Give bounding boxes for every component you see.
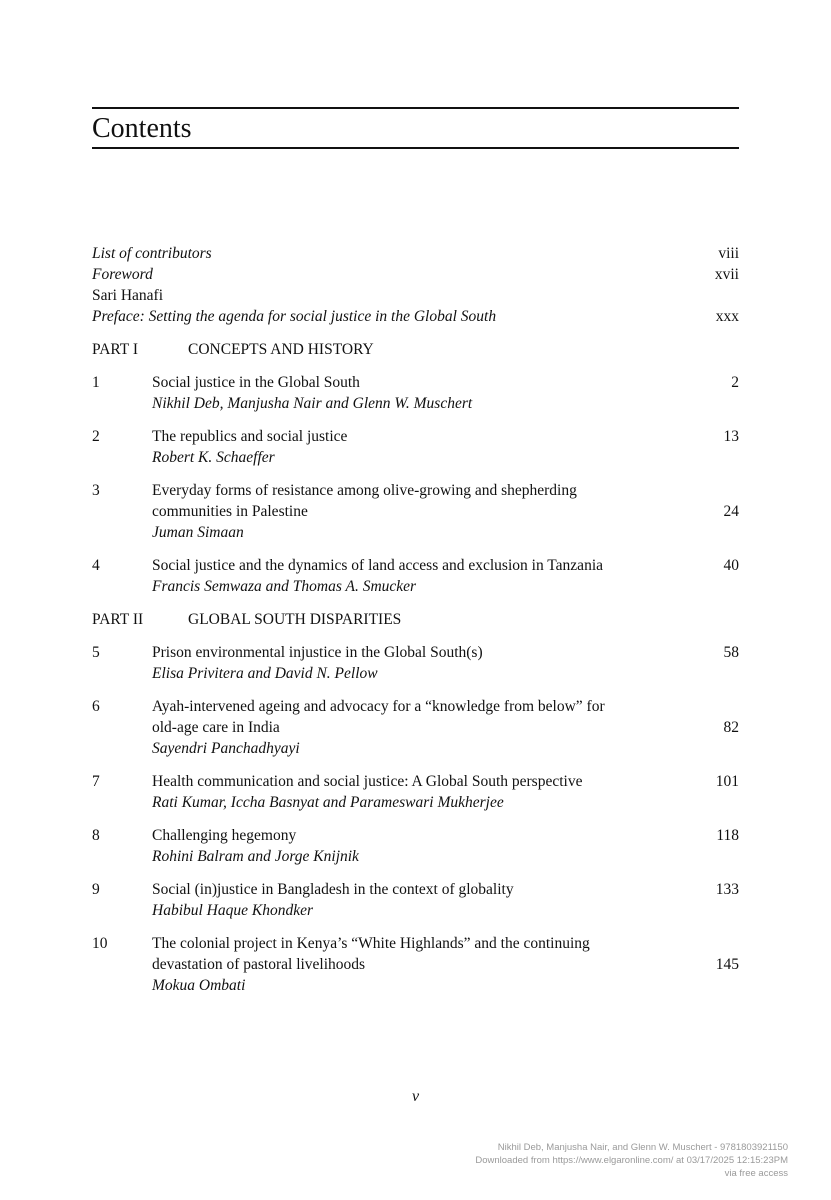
page-number: 58 [723, 644, 739, 661]
chapter-number: 2 [92, 428, 100, 445]
page-number: 145 [715, 956, 739, 973]
chapter-title-line: devastation of pastoral livelihoods [152, 956, 366, 973]
bottom-rule [92, 147, 739, 149]
chapter-entry[interactable] [92, 825, 739, 867]
table-of-contents [92, 243, 739, 996]
page-folio: v [411, 1088, 420, 1105]
page-number: 133 [715, 881, 739, 898]
top-rule [92, 107, 739, 109]
chapter-entry[interactable] [92, 771, 739, 813]
stamp-line: via free access [724, 1168, 788, 1179]
page-number: 40 [723, 557, 739, 574]
chapter-authors: Juman Simaan [152, 524, 244, 541]
page-title: Contents [92, 113, 192, 144]
page-number: 24 [723, 503, 739, 520]
chapter-entry[interactable] [92, 426, 739, 468]
chapter-title-line: old-age care in India [152, 719, 280, 736]
stamp-line: Nikhil Deb, Manjusha Nair, and Glenn W. Muschert - 9781803921150 [497, 1142, 788, 1153]
front-matter-entry[interactable] [92, 243, 739, 264]
chapter-number: 6 [92, 698, 100, 715]
chapter-body [152, 771, 685, 813]
page-number: xxx [715, 308, 739, 325]
chapter-title-line: The colonial project in Kenya’s “White Highlands” and the continuing [152, 935, 590, 952]
chapter-body [152, 933, 685, 996]
chapter-title-line: Social justice in the Global South [152, 374, 360, 391]
chapter-body [152, 642, 685, 684]
chapter-body [152, 696, 685, 759]
download-stamp [475, 1141, 788, 1180]
chapter-authors: Robert K. Schaeffer [152, 449, 275, 466]
chapter-title-line: Everyday forms of resistance among olive-growing and shepherding [152, 482, 577, 499]
chapter-number: 9 [92, 881, 100, 898]
front-matter-title: Preface: Setting the agenda for social justice in the Global South [92, 308, 497, 325]
chapter-authors: Mokua Ombati [152, 977, 246, 994]
chapter-entry[interactable] [92, 480, 739, 543]
chapter-authors: Francis Semwaza and Thomas A. Smucker [152, 578, 417, 595]
chapter-authors: Rohini Balram and Jorge Knijnik [152, 848, 359, 865]
chapter-number: 8 [92, 827, 100, 844]
chapter-title-line: Prison environmental injustice in the Global South(s) [152, 644, 483, 661]
part-label: PART II [92, 611, 144, 628]
chapter-number: 7 [92, 773, 100, 790]
chapter-number: 10 [92, 935, 108, 952]
page-number: viii [718, 245, 739, 262]
chapter-title-line: Challenging hegemony [152, 827, 297, 844]
chapter-entry[interactable] [92, 555, 739, 597]
part-title: CONCEPTS AND HISTORY [188, 341, 374, 358]
front-matter-title: Sari Hanafi [92, 287, 164, 304]
chapter-entry[interactable] [92, 879, 739, 921]
page-number: 13 [723, 428, 739, 445]
part-title: GLOBAL SOUTH DISPARITIES [188, 611, 402, 628]
chapter-title-line: communities in Palestine [152, 503, 308, 520]
page-number: 2 [731, 374, 739, 391]
chapter-authors: Rati Kumar, Iccha Basnyat and Parameswari Mukherjee [152, 794, 504, 811]
stamp-line: Downloaded from https://www.elgaronline.com/ at 03/17/2025 12:15:23PM [475, 1155, 788, 1166]
chapter-number: 4 [92, 557, 100, 574]
page-number: 101 [715, 773, 739, 790]
chapter-title-line: Social (in)justice in Bangladesh in the context of globality [152, 881, 514, 898]
chapter-authors: Habibul Haque Khondker [152, 902, 314, 919]
chapter-body [152, 879, 685, 921]
chapter-number: 1 [92, 374, 100, 391]
chapter-number: 5 [92, 644, 100, 661]
page-number: xvii [714, 266, 739, 283]
front-matter-title: List of contributors [92, 245, 212, 262]
front-matter-entry[interactable] [92, 285, 739, 306]
part-label: PART I [92, 341, 139, 358]
page-number: 118 [716, 827, 739, 844]
chapter-body [152, 426, 685, 468]
page-number: 82 [723, 719, 739, 736]
front-matter-entry[interactable] [92, 306, 739, 327]
front-matter-entry[interactable] [92, 264, 739, 285]
chapter-title-line: Social justice and the dynamics of land access and exclusion in Tanzania [152, 557, 603, 574]
part-heading [92, 609, 739, 630]
chapter-entry[interactable] [92, 642, 739, 684]
chapter-title-line: Ayah-intervened ageing and advocacy for a “knowledge from below” for [152, 698, 605, 715]
chapter-entry[interactable] [92, 696, 739, 759]
part-heading [92, 339, 739, 360]
chapter-body [152, 555, 685, 597]
chapter-title-line: Health communication and social justice: A Global South perspective [152, 773, 583, 790]
chapter-authors: Nikhil Deb, Manjusha Nair and Glenn W. Muschert [152, 395, 473, 412]
chapter-authors: Sayendri Panchadhyayi [152, 740, 300, 757]
chapter-entry[interactable] [92, 372, 739, 414]
chapter-body [152, 825, 685, 867]
chapter-title-line: The republics and social justice [152, 428, 348, 445]
chapter-body [152, 372, 685, 414]
front-matter-title: Foreword [92, 266, 153, 283]
chapter-entry[interactable] [92, 933, 739, 996]
chapter-number: 3 [92, 482, 100, 499]
chapter-body [152, 480, 685, 543]
chapter-authors: Elisa Privitera and David N. Pellow [152, 665, 378, 682]
